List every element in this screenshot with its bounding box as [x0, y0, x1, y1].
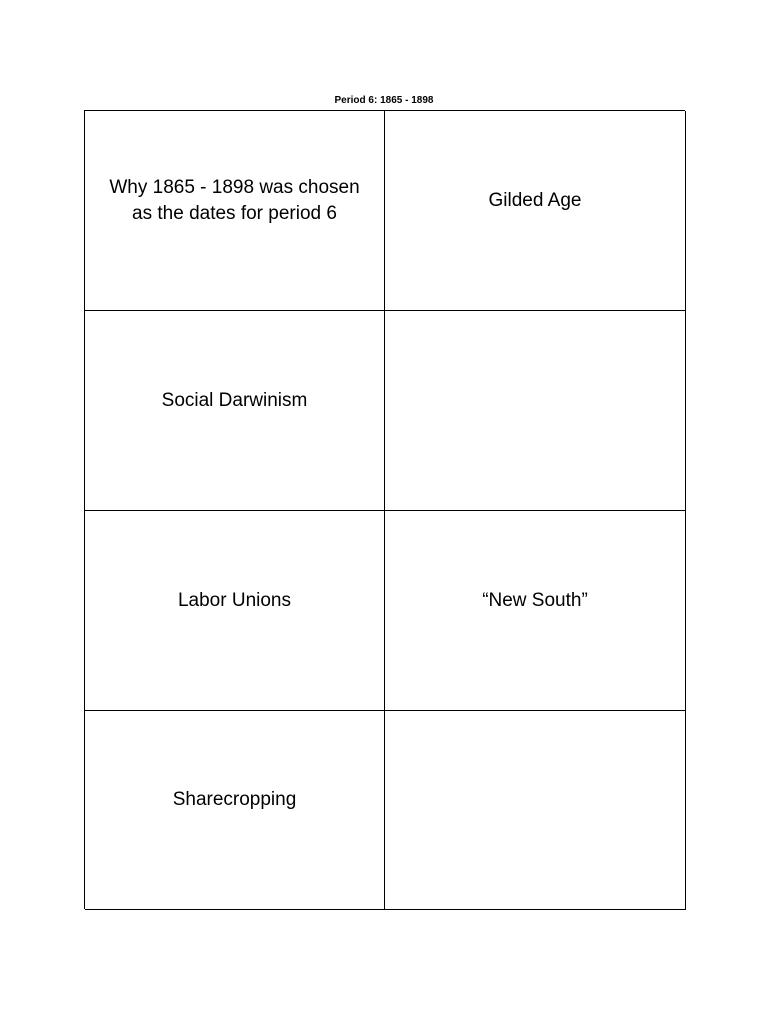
- card-cell: [385, 111, 686, 311]
- card-text: Why 1865 - 1898 was chosen as the dates for period 6: [109, 176, 360, 224]
- card-text: Social Darwinism: [161, 389, 308, 411]
- card-text: Gilded Age: [488, 189, 582, 211]
- card-cell: [385, 511, 686, 711]
- card-text: Sharecropping: [172, 789, 297, 810]
- card-text: Labor Unions: [177, 589, 292, 611]
- card-cell: [85, 111, 385, 311]
- card-cell: [85, 311, 385, 511]
- card-cell-empty: [385, 311, 686, 511]
- page-title: Period 6: 1865 - 1898: [334, 95, 434, 106]
- card-cell: [85, 711, 385, 910]
- flashcard-grid: [84, 110, 685, 909]
- card-cell-empty: [385, 711, 686, 910]
- card-text: “New South”: [482, 589, 588, 611]
- card-cell: [85, 511, 385, 711]
